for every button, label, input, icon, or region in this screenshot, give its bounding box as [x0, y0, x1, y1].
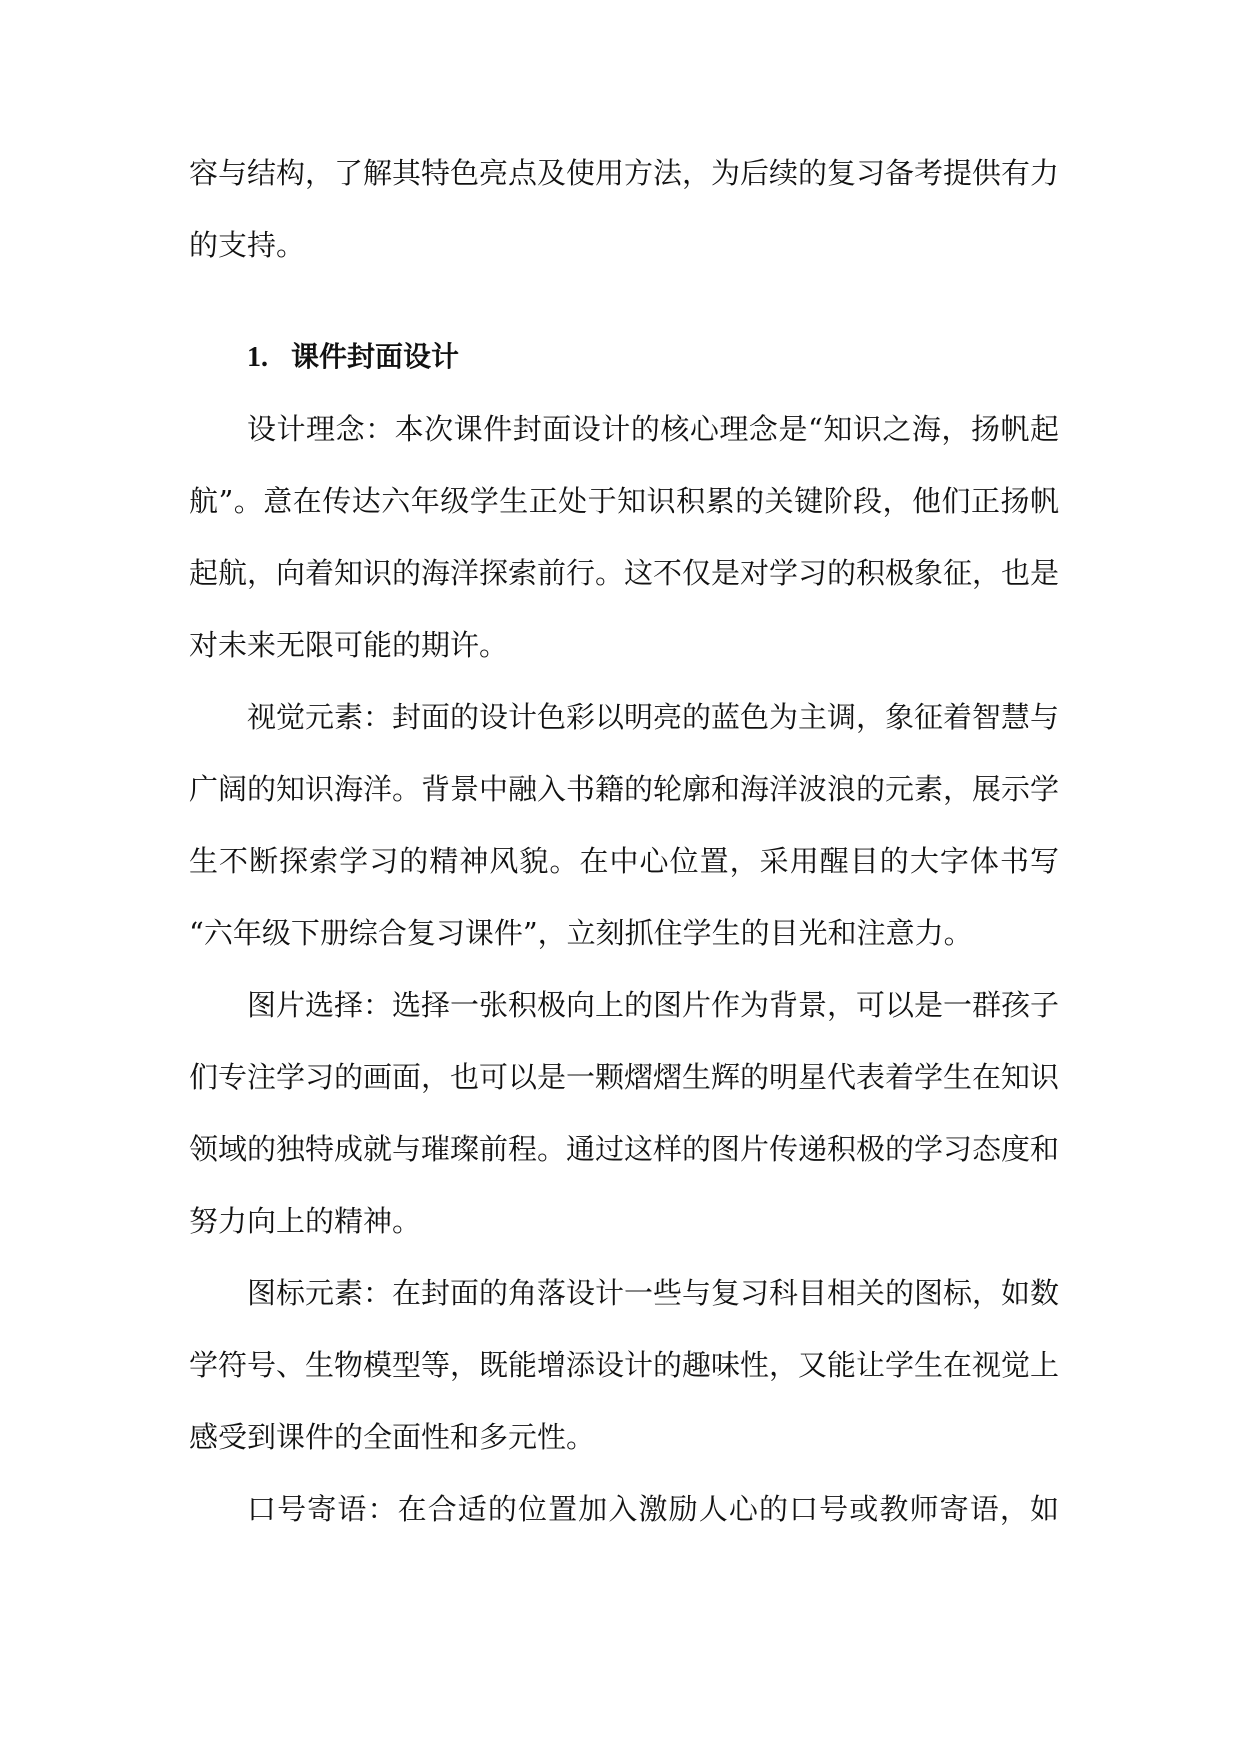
- paragraph-line: 的支持。: [189, 228, 306, 262]
- paragraph-line: 容与结构，了解其特色亮点及使用方法，为后续的复习备考提供有力: [189, 156, 1059, 190]
- paragraph-line: 领域的独特成就与璀璨前程。通过这样的图片传递积极的学习态度和: [189, 1132, 1059, 1166]
- section-heading-text: 课件封面设计: [291, 340, 460, 373]
- paragraph-line: 广阔的知识海洋。背景中融入书籍的轮廓和海洋波浪的元素，展示学: [189, 772, 1059, 806]
- section-gap: [189, 286, 1059, 326]
- paragraph-line: 起航，向着知识的海洋探索前行。这不仅是对学习的积极象征，也是: [189, 556, 1059, 590]
- section-heading: [189, 326, 1059, 398]
- paragraph-line: 生不断探索学习的精神风貌。在中心位置，采用醒目的大字体书写: [189, 844, 1059, 878]
- paragraph-line: 学符号、生物模型等，既能增添设计的趣味性，又能让学生在视觉上: [189, 1348, 1059, 1382]
- paragraph-line: “六年级下册综合复习课件”，立刻抓住学生的目光和注意力。: [189, 916, 973, 950]
- paragraph-line: 图片选择：选择一张积极向上的图片作为背景，可以是一群孩子: [247, 988, 1059, 1022]
- paragraph-line: 努力向上的精神。: [189, 1204, 422, 1238]
- paragraph-line: 口号寄语：在合适的位置加入激励人心的口号或教师寄语，如: [247, 1492, 1059, 1526]
- document-body: [189, 142, 1059, 1550]
- paragraph-line: 设计理念：本次课件封面设计的核心理念是“知识之海，扬帆起: [247, 412, 1059, 446]
- paragraph-line: 航”。意在传达六年级学生正处于知识积累的关键阶段，他们正扬帆: [189, 484, 1059, 518]
- paragraph-line: 视觉元素：封面的设计色彩以明亮的蓝色为主调，象征着智慧与: [247, 700, 1059, 734]
- section-heading-number: 1.: [247, 342, 268, 373]
- paragraph-line: 们专注学习的画面，也可以是一颗熠熠生辉的明星代表着学生在知识: [189, 1060, 1059, 1094]
- paragraph-line: 图标元素：在封面的角落设计一些与复习科目相关的图标，如数: [247, 1276, 1059, 1310]
- paragraph-line: 感受到课件的全面性和多元性。: [189, 1420, 596, 1454]
- paragraph-line: 对未来无限可能的期许。: [189, 628, 509, 662]
